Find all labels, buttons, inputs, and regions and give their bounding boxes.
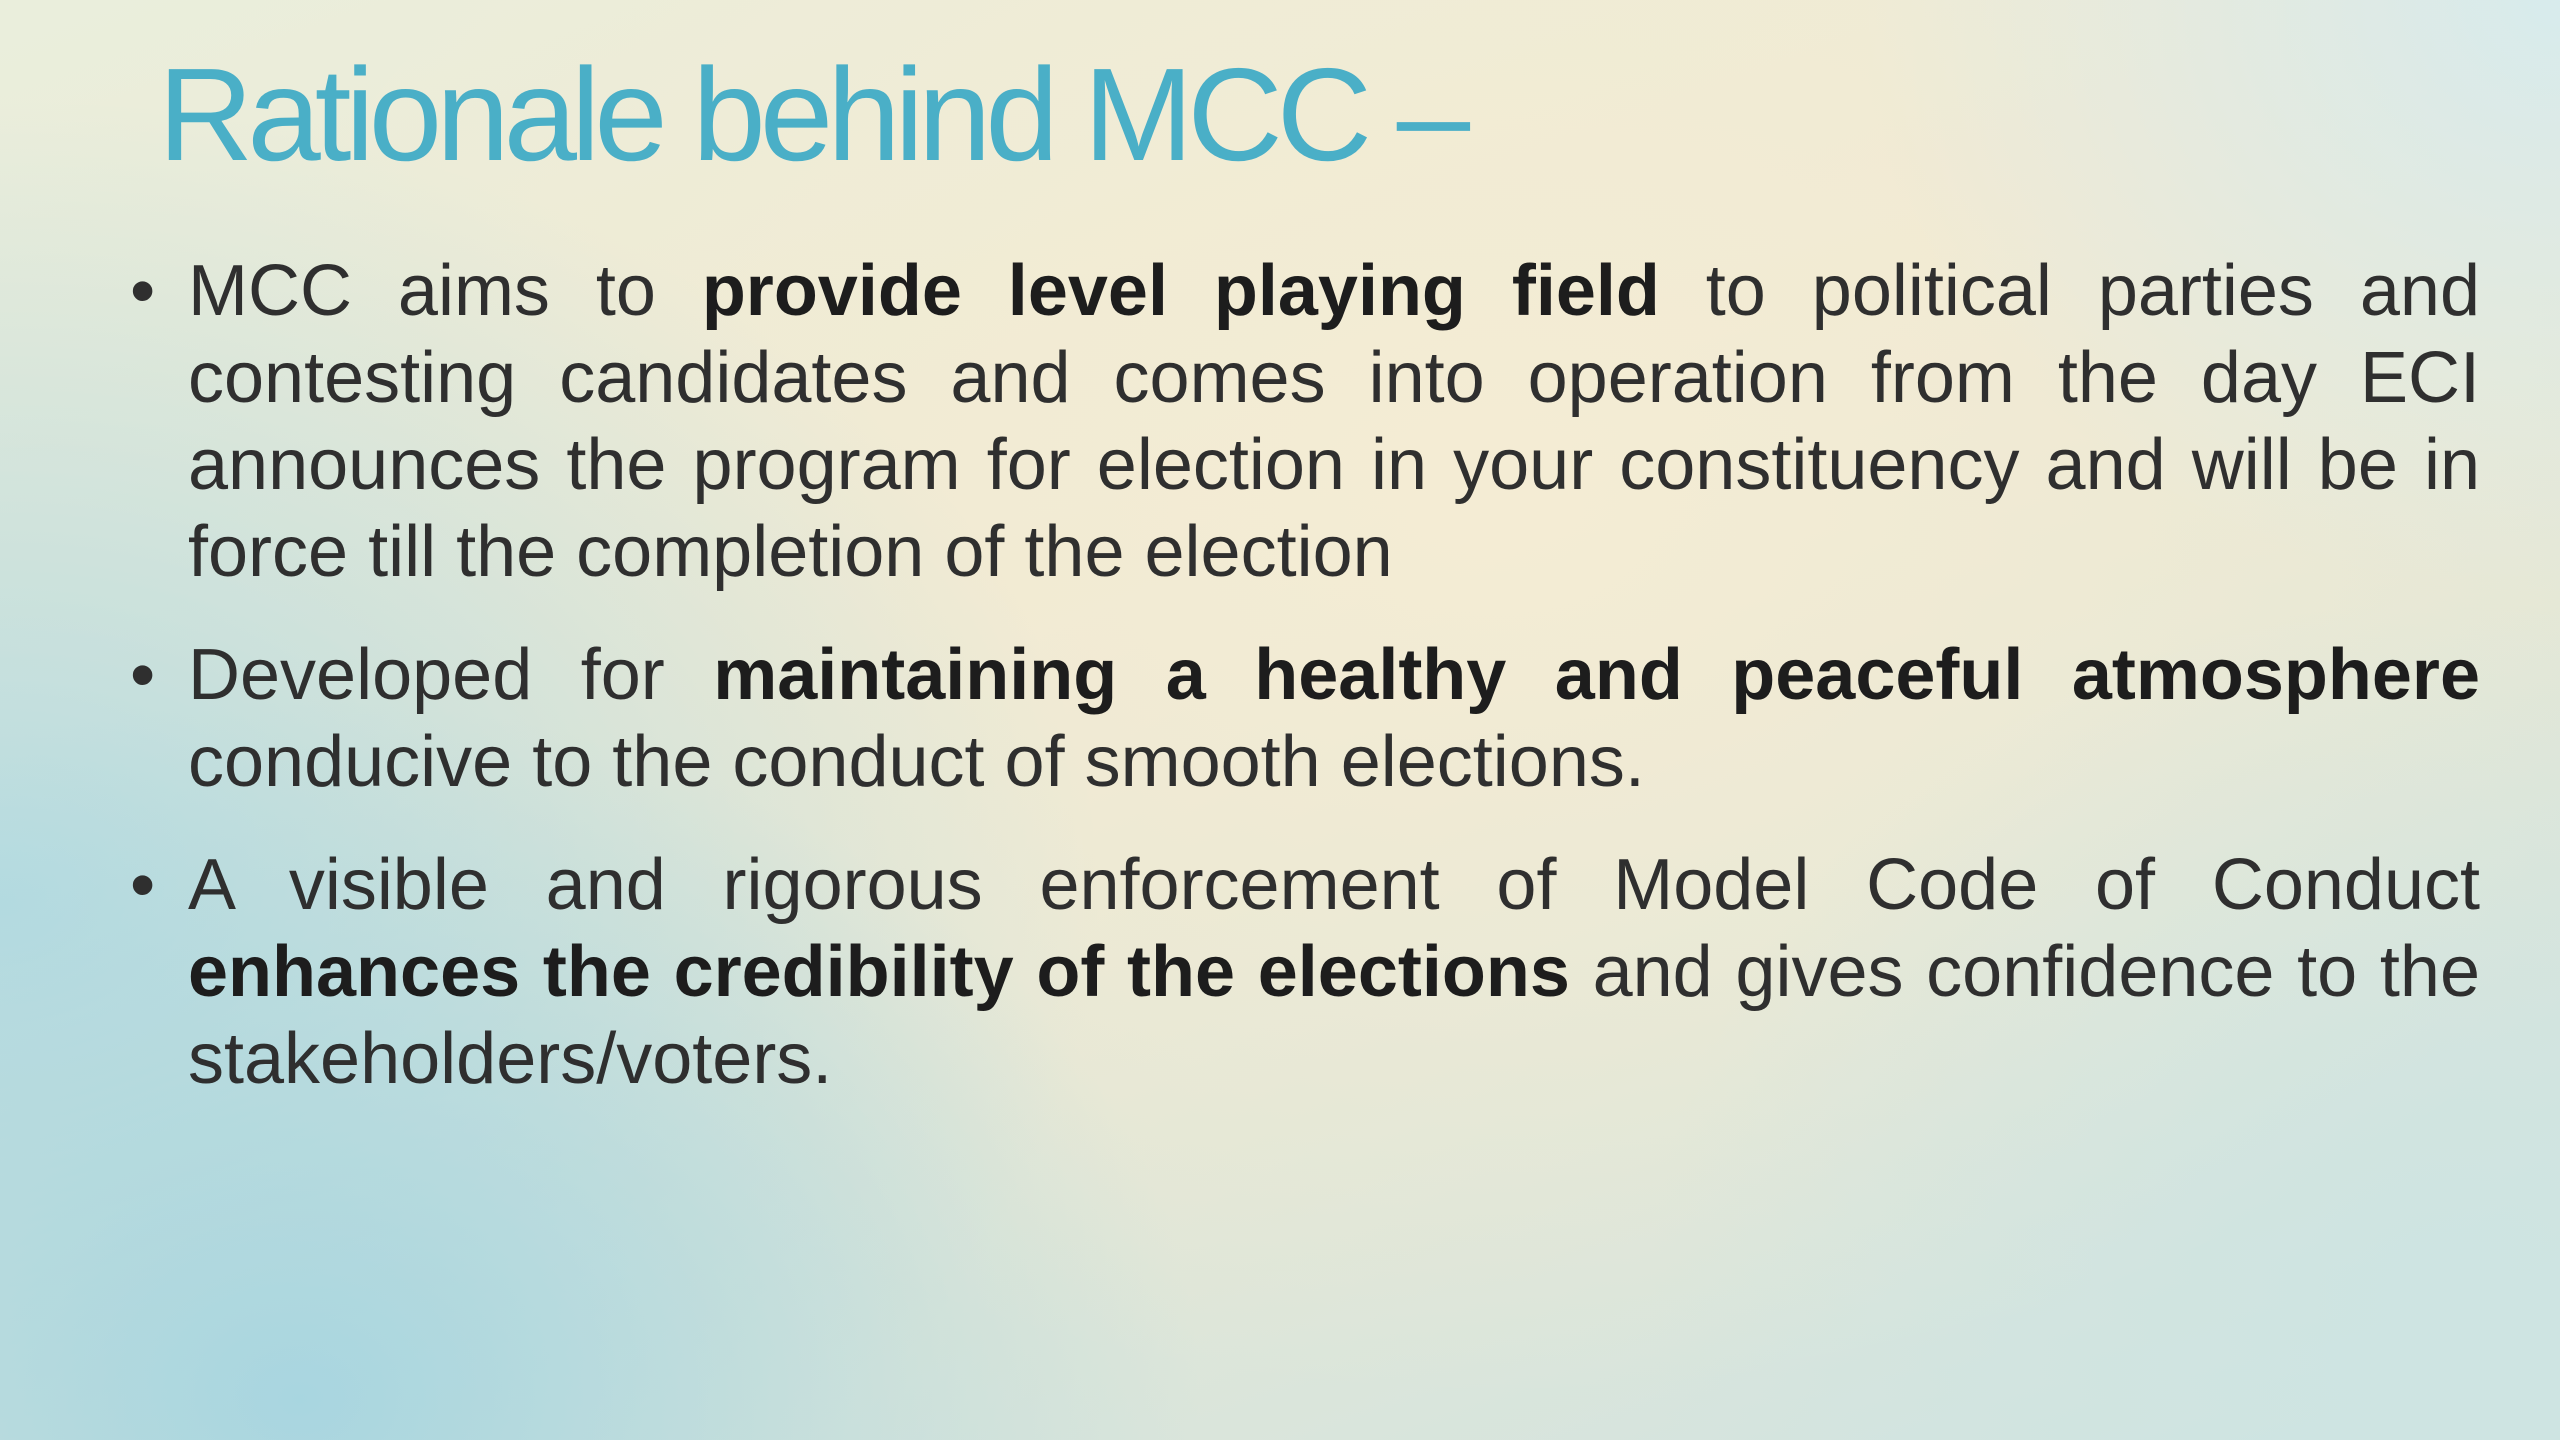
bullet-item bbox=[130, 248, 2480, 596]
bullet-text: A visible and rigorous enforcement of Model Code of Conduct bbox=[188, 845, 2480, 925]
bullet-emphasis: provide level playing field bbox=[701, 251, 1660, 331]
bullet-list bbox=[130, 248, 2480, 1139]
bullet-text: MCC aims to bbox=[188, 251, 702, 331]
bullet-text: and gives confidence to the stakeholders/voters. bbox=[188, 932, 2480, 1099]
bullet-dot-icon: • bbox=[130, 251, 156, 331]
bullet-item bbox=[130, 842, 2480, 1103]
bullet-text: conducive to the conduct of smooth elections. bbox=[188, 722, 1645, 802]
bullet-text: to political parties and contesting candidates and comes into operation from the day ECI announces the program for election in your constituency and will be in force till the completion of the election bbox=[188, 251, 2480, 592]
bullet-dot-icon: • bbox=[130, 845, 156, 925]
bullet-item bbox=[130, 632, 2480, 806]
bullet-emphasis: maintaining a healthy and peaceful atmosphere bbox=[713, 635, 2480, 715]
slide-title: Rationale behind MCC – bbox=[158, 41, 1465, 188]
bullet-text: Developed for bbox=[188, 635, 714, 715]
bullet-emphasis: enhances the credibility of the elections bbox=[188, 932, 1570, 1012]
bullet-dot-icon: • bbox=[130, 635, 156, 715]
